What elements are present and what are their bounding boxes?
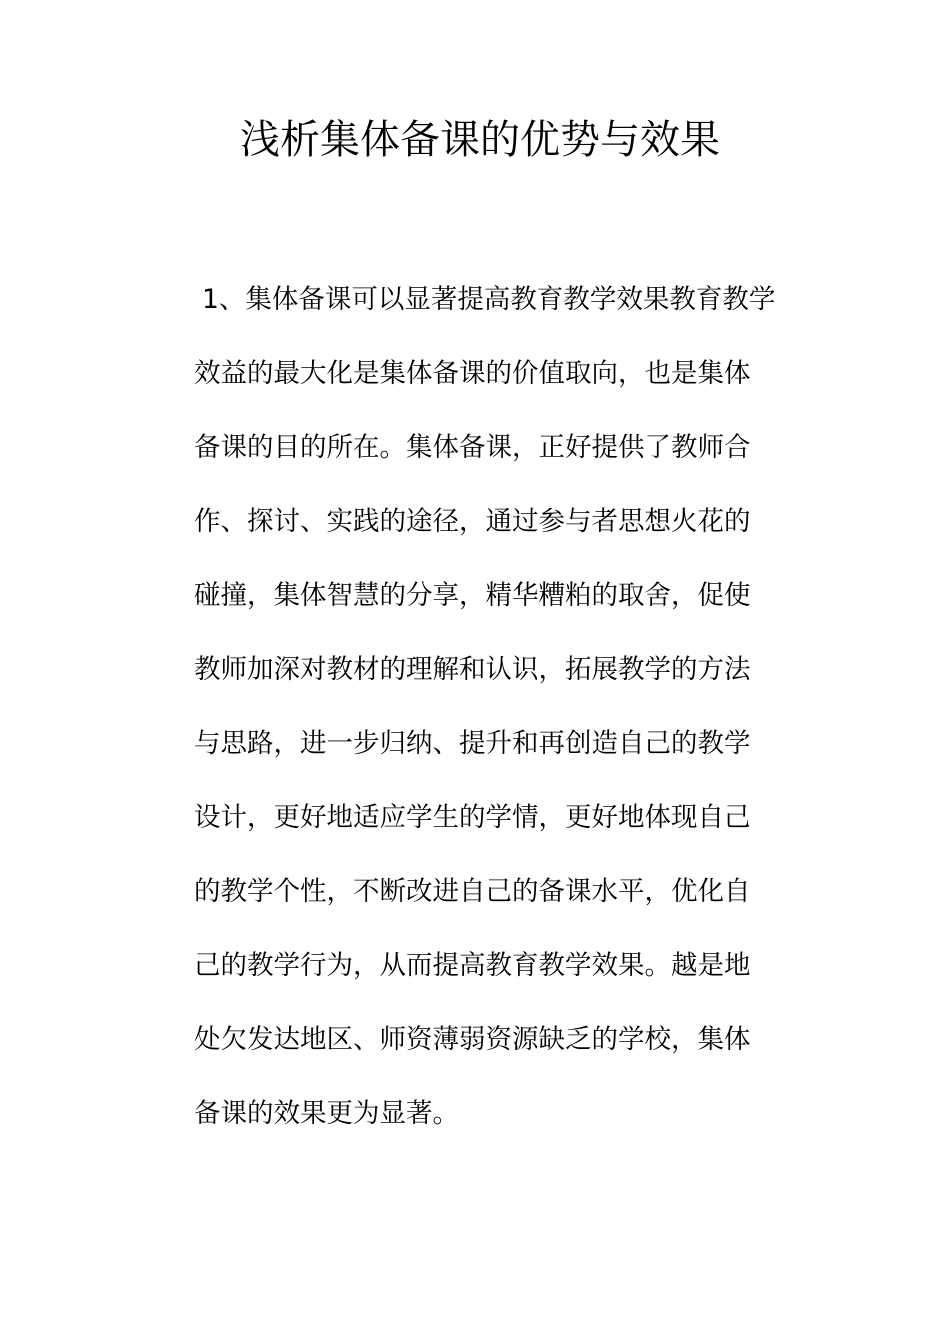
paragraph-line: 作、探讨、实践的途径，通过参与者思想火花的	[194, 506, 751, 537]
paragraph-line: 备课的目的所在。集体备课，正好提供了教师合	[194, 432, 751, 463]
paragraph-line: 效益的最大化是集体备课的价值取向，也是集体	[194, 358, 751, 389]
paragraph-line: 碰撞，集体智慧的分享，精华糟粕的取舍，促使	[194, 580, 751, 611]
paragraph-line: 备课的效果更为显著。	[194, 1098, 459, 1129]
paragraph-line: 的教学个性，不断改进自己的备课水平，优化自	[194, 876, 751, 907]
document-title: 浅析集体备课的优势与效果	[240, 117, 720, 163]
paragraph-line: 设计，更好地适应学生的学情，更好地体现自己	[194, 802, 751, 833]
paragraph-line: 1、集体备课可以显著提高教育教学效果教育教学	[202, 284, 776, 315]
paragraph-line: 处欠发达地区、师资薄弱资源缺乏的学校，集体	[194, 1024, 751, 1055]
paragraph-line: 与思路，进一步归纳、提升和再创造自己的教学	[194, 728, 751, 759]
document-paragraph	[194, 281, 774, 1169]
paragraph-line: 教师加深对教材的理解和认识，拓展教学的方法	[194, 654, 751, 685]
paragraph-line: 己的教学行为，从而提高教育教学效果。越是地	[194, 950, 751, 981]
